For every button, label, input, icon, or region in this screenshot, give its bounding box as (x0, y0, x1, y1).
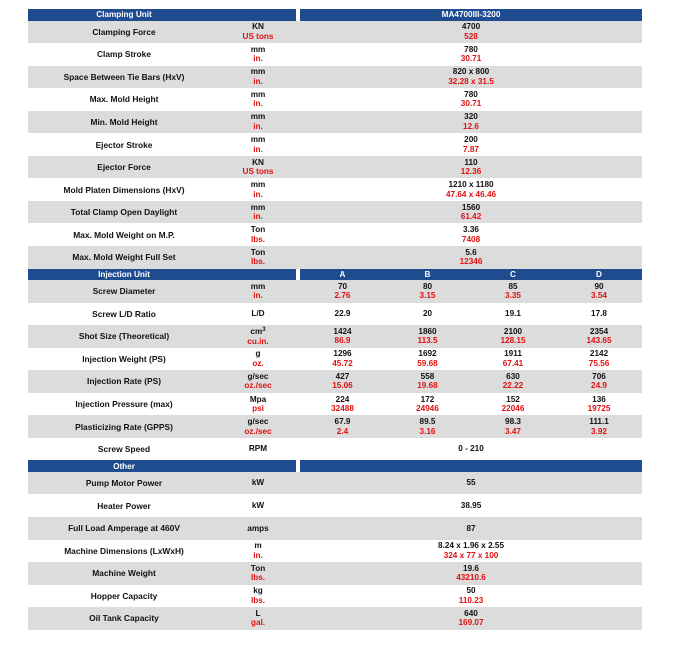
section-title: Injection Unit (28, 269, 220, 281)
spec-row (28, 438, 642, 461)
spec-value (300, 178, 642, 201)
model-name: MA4700III-3200 (300, 9, 642, 21)
unit-secondary: in. (253, 144, 263, 154)
spec-row (28, 370, 642, 393)
value-primary: 224 (335, 394, 350, 404)
spec-value (300, 111, 642, 134)
unit-cell (220, 21, 296, 44)
value-secondary: 528 (464, 31, 478, 41)
unit-primary: kW (251, 478, 265, 488)
unit-cell (220, 415, 296, 438)
value-primary: 90 (594, 281, 604, 291)
spec-label: Pump Motor Power (28, 472, 220, 495)
unit-cell (220, 348, 296, 371)
unit-cell (220, 66, 296, 89)
value-primary: 200 (464, 135, 478, 144)
unit-primary: kW (251, 500, 265, 510)
unit-secondary: gal. (250, 618, 266, 628)
value-primary: 80 (422, 281, 433, 291)
value-primary: 780 (464, 89, 478, 99)
value-secondary: 19725 (587, 404, 611, 414)
unit-primary: kg (253, 586, 263, 596)
column-header-c: C (470, 269, 556, 281)
unit-cell (220, 585, 296, 608)
spec-value-d (556, 280, 642, 303)
value-primary: 110 (464, 157, 478, 167)
spec-value-d (556, 370, 642, 393)
spec-label: Screw Diameter (28, 280, 220, 303)
value-secondary: 128.15 (500, 336, 526, 346)
value-secondary: 32.28 x 31.5 (448, 76, 494, 86)
value-secondary: 3.54 (591, 291, 607, 301)
value-secondary: 324 x 77 x 100 (443, 550, 499, 560)
spec-value-c (470, 348, 556, 371)
unit-primary: amps (247, 523, 269, 533)
unit-secondary: US tons (242, 31, 274, 41)
spec-value (300, 201, 642, 224)
value-secondary: 3.16 (419, 426, 436, 436)
value-primary: 85 (508, 281, 518, 291)
value-primary: 2142 (589, 349, 609, 359)
spec-value (300, 21, 642, 44)
spec-row (28, 303, 642, 326)
unit-primary: g (255, 349, 261, 359)
unit-primary: mm (250, 281, 266, 291)
unit-secondary: in. (253, 550, 263, 560)
value-secondary: 24946 (416, 404, 439, 414)
value-primary: 20 (422, 309, 433, 319)
value-primary: 1296 (333, 349, 352, 359)
value-primary: 111.1 (589, 417, 609, 427)
column-header-a: A (300, 269, 385, 281)
value-secondary: 143.65 (586, 336, 612, 346)
unit-primary: Ton (250, 247, 266, 257)
spec-label: Max. Mold Height (89, 94, 159, 105)
unit-cell (220, 88, 296, 111)
spec-value-a (300, 370, 385, 393)
value-secondary: 45.72 (332, 358, 353, 368)
spec-row (28, 178, 642, 201)
unit-cell (220, 517, 296, 540)
unit-secondary: cu.in. (247, 336, 269, 346)
unit-primary: $cm^3$ (250, 327, 266, 337)
spec-row (28, 280, 642, 303)
spec-label: Space Between Tie Bars (HxV) (28, 66, 220, 89)
spec-value-b (385, 280, 470, 303)
spec-value-b (385, 370, 470, 393)
spec-row (28, 348, 642, 371)
value-secondary: 30.71 (460, 99, 482, 109)
value-primary: 0 - 210 (458, 444, 484, 454)
unit-cell (220, 303, 296, 326)
section-title: Other (28, 460, 220, 472)
value-primary: 19.6 (463, 563, 479, 573)
unit-cell (220, 325, 296, 348)
spec-label: Ejector Stroke (95, 139, 153, 150)
value-primary: 820 x 800 (452, 67, 490, 77)
unit-cell (220, 494, 296, 517)
spec-row (28, 472, 642, 495)
unit-cell (220, 540, 296, 563)
value-secondary: 19.68 (417, 381, 438, 391)
spec-value (300, 472, 642, 495)
unit-cell (220, 156, 296, 179)
spec-value-c (470, 393, 556, 416)
value-secondary: 47.64 x 46.46 (445, 189, 497, 199)
value-primary: 640 (464, 608, 478, 618)
value-secondary: 3.15 (419, 291, 436, 301)
spec-label: Total Clamp Open Daylight (28, 201, 220, 224)
value-secondary: 24.9 (591, 381, 607, 391)
spec-row (28, 517, 642, 540)
section-header-blank (220, 460, 296, 472)
unit-cell (220, 133, 296, 156)
unit-cell (220, 111, 296, 134)
spec-row (28, 607, 642, 630)
value-primary: 50 (466, 586, 476, 596)
spec-label: Max. Mold Weight Full Set (28, 246, 220, 269)
spec-label: Ejector Force (28, 156, 220, 179)
unit-primary: Ton (250, 225, 266, 235)
value-primary: 136 (592, 394, 606, 404)
spec-label: Mold Platen Dimensions (HxV) (63, 184, 185, 195)
value-secondary: 110.23 (458, 595, 484, 605)
spec-label: Plasticizing Rate (GPPS) (28, 415, 220, 438)
spec-row (28, 201, 642, 224)
unit-secondary: US tons (242, 167, 274, 177)
unit-primary: KN (252, 157, 264, 167)
value-primary: 172 (420, 394, 435, 404)
unit-secondary: in. (253, 99, 263, 109)
unit-cell (220, 223, 296, 246)
value-primary: 87 (466, 523, 476, 533)
unit-primary: Mpa (249, 394, 267, 404)
unit-cell (220, 607, 296, 630)
spec-label: Clamp Stroke (97, 49, 151, 60)
column-header-d: D (556, 269, 642, 281)
unit-cell (220, 43, 296, 66)
spec-label: Min. Mold Height (28, 111, 220, 134)
value-secondary: 15.06 (332, 381, 353, 391)
unit-cell (220, 246, 296, 269)
value-secondary: 2.4 (336, 426, 349, 436)
unit-primary: mm (250, 112, 266, 122)
value-secondary: 169.07 (458, 618, 484, 628)
spec-row (28, 88, 642, 111)
spec-label: Hopper Capacity (90, 590, 158, 601)
spec-value-a (300, 325, 385, 348)
unit-cell (220, 393, 296, 416)
spec-row (28, 223, 642, 246)
value-primary: 320 (464, 112, 478, 122)
value-primary: 1911 (504, 349, 522, 359)
unit-cell (220, 201, 296, 224)
spec-row (28, 111, 642, 134)
unit-secondary: in. (253, 212, 263, 222)
value-primary: 19.1 (505, 309, 521, 319)
spec-label: Machine Dimensions (LxWxH) (64, 545, 184, 556)
spec-value-c (470, 303, 556, 326)
section-header-clamping (28, 9, 642, 21)
section-header-blank (300, 460, 642, 472)
spec-value-a (300, 303, 385, 326)
value-secondary: 7408 (461, 234, 481, 244)
spec-row (28, 585, 642, 608)
value-primary: 17.8 (591, 309, 607, 319)
spec-value-d (556, 348, 642, 371)
spec-row (28, 21, 642, 44)
value-secondary: 30.71 (460, 54, 482, 64)
value-primary: 1560 (461, 202, 481, 212)
value-secondary: 3.35 (505, 291, 521, 301)
unit-superscript: 3 (262, 327, 266, 334)
unit-cell (220, 370, 296, 393)
unit-cell (220, 562, 296, 585)
spec-value (300, 43, 642, 66)
value-primary: 706 (592, 371, 606, 381)
unit-secondary: in. (253, 291, 263, 301)
spec-value-d (556, 325, 642, 348)
spec-label: Injection Weight (PS) (82, 353, 166, 364)
spec-value-b (385, 393, 470, 416)
value-primary: 1692 (418, 349, 437, 359)
unit-secondary: oz./sec (244, 381, 272, 391)
unit-secondary: lbs. (250, 234, 266, 244)
spec-label: Shot Size (Theoretical) (28, 325, 220, 348)
spec-value-c (470, 325, 556, 348)
section-header-injection (28, 269, 642, 281)
spec-label: Heater Power (97, 500, 151, 511)
value-primary: 38.95 (460, 500, 482, 510)
value-secondary: 12346 (459, 257, 483, 267)
spec-row (28, 393, 642, 416)
section-title: Clamping Unit (28, 9, 220, 21)
spec-label: Injection Pressure (max) (75, 399, 173, 410)
unit-primary: mm (250, 202, 266, 212)
value-secondary: 22046 (501, 404, 525, 414)
unit-secondary: oz./sec (244, 426, 272, 436)
spec-row (28, 325, 642, 348)
spec-row (28, 540, 642, 563)
spec-value-a (300, 280, 385, 303)
spec-row (28, 156, 642, 179)
section-header-blank (220, 9, 296, 21)
spec-value-d (556, 303, 642, 326)
spec-value-a (300, 393, 385, 416)
value-primary: 67.9 (334, 417, 351, 427)
value-primary: 152 (506, 394, 520, 404)
spec-value (300, 517, 642, 540)
unit-secondary: lbs. (250, 573, 266, 583)
spec-value (300, 562, 642, 585)
spec-value-d (556, 393, 642, 416)
value-primary: 4700 (461, 22, 481, 32)
spec-value (300, 133, 642, 156)
unit-primary: L (255, 608, 261, 618)
unit-secondary: in. (253, 121, 263, 131)
unit-primary: mm (250, 44, 266, 54)
column-header-b: B (385, 269, 470, 281)
unit-secondary: lbs. (250, 595, 266, 605)
value-primary: 22.9 (334, 309, 351, 319)
spec-row (28, 133, 642, 156)
spec-value (300, 223, 642, 246)
spec-value-d (556, 415, 642, 438)
value-primary: 8.24 x 1.96 x 2.55 (438, 541, 505, 551)
unit-primary: KN (252, 22, 264, 32)
spec-value (300, 585, 642, 608)
spec-value-c (470, 280, 556, 303)
value-secondary: 59.68 (417, 358, 438, 368)
value-primary: 70 (337, 281, 348, 291)
value-primary: 3.36 (463, 225, 479, 235)
spec-value (300, 438, 642, 461)
unit-primary: m (254, 541, 262, 551)
unit-primary: mm (250, 180, 266, 190)
value-primary: 1860 (418, 326, 437, 336)
unit-secondary: in. (253, 189, 263, 199)
value-primary: 98.3 (505, 417, 521, 427)
unit-primary: mm (250, 67, 266, 77)
unit-cell (220, 472, 296, 495)
spec-row (28, 43, 642, 66)
specifications-table (28, 9, 642, 630)
spec-row (28, 415, 642, 438)
spec-label: Screw Speed (97, 444, 151, 455)
value-secondary: 12.6 (463, 121, 479, 131)
spec-value (300, 607, 642, 630)
unit-primary: L/D (251, 309, 265, 319)
spec-value-b (385, 348, 470, 371)
spec-label: Screw L/D Ratio (92, 308, 156, 319)
value-secondary: 3.92 (591, 426, 607, 436)
section-header-other (28, 460, 642, 472)
unit-cell (220, 178, 296, 201)
unit-secondary: in. (253, 54, 263, 64)
spec-value-b (385, 415, 470, 438)
unit-primary: g/sec (247, 417, 269, 427)
spec-value (300, 494, 642, 517)
spec-value (300, 540, 642, 563)
unit-cell (220, 280, 296, 303)
value-primary: 1210 x 1180 (448, 180, 494, 190)
value-primary: 55 (466, 478, 476, 488)
spec-value-b (385, 303, 470, 326)
spec-label: Machine Weight (28, 562, 220, 585)
value-primary: 558 (420, 371, 435, 381)
value-secondary: 61.42 (460, 212, 482, 222)
spec-value (300, 66, 642, 89)
unit-secondary: oz. (252, 358, 264, 368)
value-secondary: 3.47 (505, 426, 521, 436)
unit-secondary: psi (252, 404, 264, 414)
section-header-blank (220, 269, 296, 281)
spec-value-c (470, 370, 556, 393)
unit-primary: Ton (250, 563, 266, 573)
value-secondary: 7.87 (463, 144, 479, 154)
value-secondary: 2.76 (334, 291, 351, 301)
spec-label: Injection Rate (PS) (28, 370, 220, 393)
value-secondary: 86.9 (334, 336, 351, 346)
value-secondary: 113.5 (417, 336, 438, 346)
value-primary: 2100 (503, 326, 523, 336)
spec-value-a (300, 348, 385, 371)
spec-value (300, 246, 642, 269)
spec-value (300, 88, 642, 111)
spec-row (28, 562, 642, 585)
unit-secondary: in. (253, 76, 263, 86)
spec-value-a (300, 415, 385, 438)
unit-secondary: lbs. (250, 257, 266, 267)
spec-label: Oil Tank Capacity (28, 607, 220, 630)
unit-cell (220, 438, 296, 461)
unit-primary: g/sec (247, 371, 269, 381)
value-primary: 5.6 (465, 247, 477, 257)
spec-value-b (385, 325, 470, 348)
value-secondary: 43210.6 (456, 573, 486, 583)
value-secondary: 67.41 (502, 358, 524, 368)
value-secondary: 75.56 (588, 358, 610, 368)
spec-row (28, 66, 642, 89)
value-secondary: 22.22 (502, 381, 524, 391)
unit-primary: RPM (248, 444, 268, 454)
spec-label: Clamping Force (28, 21, 220, 44)
spec-row (28, 246, 642, 269)
value-secondary: 12.36 (460, 167, 482, 177)
spec-label: Max. Mold Weight on M.P. (73, 229, 175, 240)
value-primary: 2354 (589, 326, 609, 336)
spec-row (28, 494, 642, 517)
value-primary: 630 (506, 371, 520, 381)
value-primary: 1424 (333, 326, 352, 336)
value-secondary: 32488 (331, 404, 354, 414)
value-primary: 780 (464, 44, 478, 54)
value-primary: 89.5 (419, 417, 436, 427)
unit-primary: mm (250, 135, 266, 144)
value-primary: 427 (335, 371, 350, 381)
spec-value (300, 156, 642, 179)
spec-value-c (470, 415, 556, 438)
spec-label: Full Load Amperage at 460V (28, 517, 220, 540)
unit-primary: mm (250, 89, 266, 99)
